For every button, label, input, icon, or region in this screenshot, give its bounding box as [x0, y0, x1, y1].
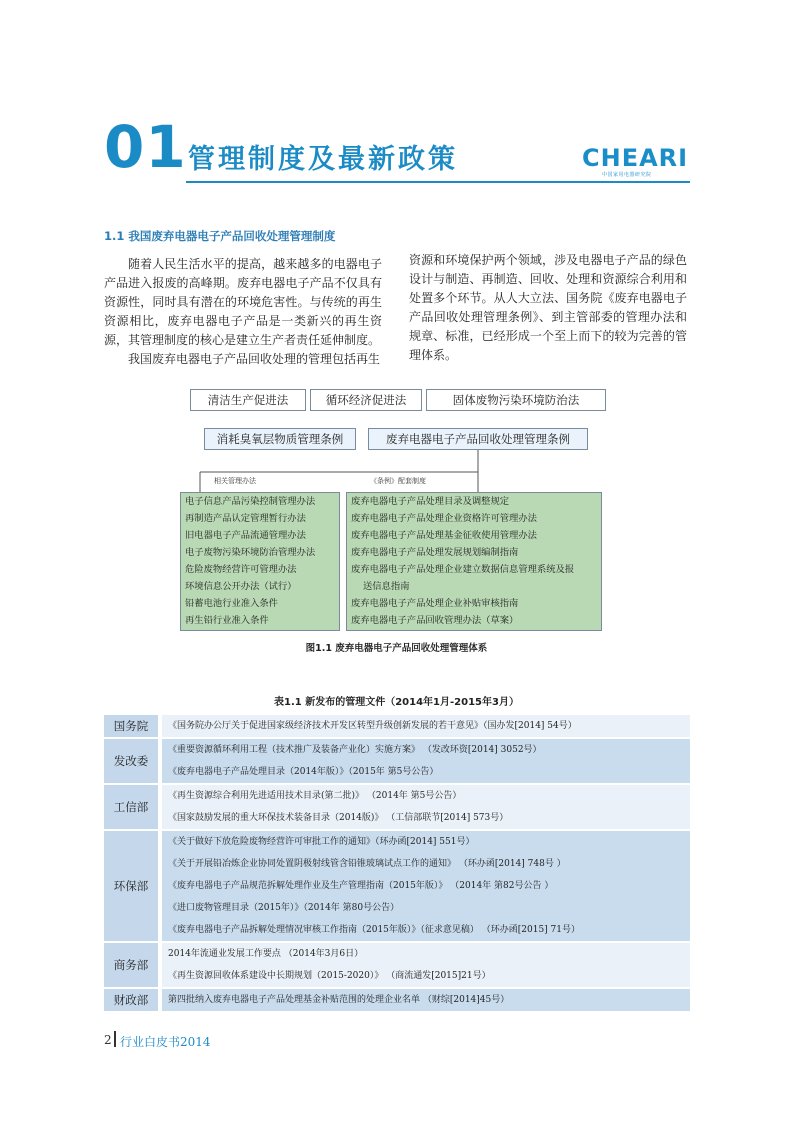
- doc-entry: 《废弃电器电子产品规范拆解处理作业及生产管理指南（2015年版）》 （2014年 第82号公告 ）: [168, 881, 554, 891]
- docs-cell: [160, 942, 690, 988]
- figure-caption: 图1.1 废弃电器电子产品回收处理管理体系: [305, 643, 488, 654]
- doc-entry: 《国家鼓励发展的重大环保技术装备目录（2014版)》 （工信部联节[2014] 573号）: [168, 813, 509, 823]
- supporting-system-item: 废弃电器电子产品处理企业资格许可管理办法: [351, 513, 537, 524]
- related-measure-item: 危险废物经营许可管理办法: [185, 564, 297, 575]
- table-row: [104, 988, 690, 1012]
- dept-cell: 商务部: [104, 942, 160, 988]
- dept-cell: 工信部: [104, 784, 160, 830]
- supporting-system-item: 废弃电器电子产品处理企业补贴审核指南: [351, 598, 519, 609]
- supporting-system-item: 废弃电器电子产品回收管理办法（草案）: [351, 615, 519, 626]
- section-title: 1.1 我国废弃电器电子产品回收处理管理制度: [104, 229, 336, 243]
- related-measure-item: 铅蓄电池行业准入条件: [185, 598, 278, 609]
- footer-divider: [114, 1031, 116, 1047]
- dept-cell: 财政部: [104, 988, 160, 1012]
- policy-documents-table: [104, 715, 690, 1013]
- chapter-number: 01: [104, 113, 187, 181]
- supporting-system-item: 废弃电器电子产品处理基金征收使用管理办法: [351, 530, 537, 541]
- doc-entry: 《关于开展铅冶炼企业协同处置阴极射线管含铅锥玻璃试点工作的通知》 （环办函[2014] 748号 ）: [168, 859, 566, 869]
- dept-cell: 环保部: [104, 830, 160, 942]
- doc-entry: 《进口废物管理目录（2015年）》（2014年 第80号公告）: [168, 903, 400, 913]
- doc-entry: 《废弃电器电子产品拆解处理情况审核工作指南（2015年版）》（征求意见稿） （环办函[2015] 71号）: [168, 925, 581, 935]
- docs-cell: [160, 988, 690, 1012]
- supporting-system-item-cont: 送信息指南: [363, 581, 410, 592]
- law-solid-waste: 固体废物污染环境防治法: [426, 389, 606, 411]
- doc-entry: 2014年流通业发展工作要点 （2014年3月6日）: [168, 949, 364, 959]
- doc-entry: 《关于做好下放危险废物经营许可审批工作的通知》（环办函[2014] 551号）: [168, 837, 475, 847]
- chapter-title: 管理制度及最新政策: [188, 144, 458, 175]
- related-measures-box: [180, 492, 340, 631]
- logo-subtitle: 中国家用电器研究院: [602, 172, 652, 178]
- doc-entry: 《国务院办公厅关于促进国家级经济技术开发区转型升级创新发展的若干意见》（国办发[2014] 54号）: [168, 721, 577, 731]
- doc-entry: 《废弃电器电子产品处理目录（2014年版）》（2015年 第5号公告）: [168, 767, 439, 777]
- table-row: [104, 942, 690, 988]
- dept-cell: 国务院: [104, 715, 160, 738]
- related-measure-item: 再生铅行业准入条件: [185, 615, 269, 626]
- doc-entry: 《再生资源回收体系建设中长期规划（2015-2020）》 （商流通发[2015]21号）: [168, 971, 491, 981]
- docs-cell: [160, 738, 690, 784]
- docs-cell: [160, 830, 690, 942]
- related-measure-item: 电子信息产品污染控制管理办法: [185, 496, 316, 507]
- doc-entry: 《再生资源综合利用先进适用技术目录(第二批)》 （2014年 第5号公告）: [168, 791, 462, 801]
- related-measure-item: 再制造产品认定管理暂行办法: [185, 513, 306, 524]
- supporting-system-item: 废弃电器电子产品处理发展规划编制指南: [351, 547, 519, 558]
- docs-cell: [160, 784, 690, 830]
- reg-ozone-depleting: 消耗臭氧层物质管理条例: [204, 428, 356, 450]
- supporting-system-item: 废弃电器电子产品处理目录及调整规定: [351, 496, 510, 507]
- logo-text: CHEARI: [582, 144, 689, 172]
- law-clean-production: 清洁生产促进法: [190, 389, 306, 411]
- table-row: [104, 784, 690, 830]
- related-measure-item: 旧电器电子产品流通管理办法: [185, 530, 306, 541]
- table-row: [104, 715, 690, 738]
- related-measure-item: 电子废物污染环境防治管理办法: [185, 547, 316, 558]
- page-number: 2: [104, 1033, 112, 1047]
- doc-entry: 第四批纳入废弃电器电子产品处理基金补贴范围的处理企业名单 （财综[2014]45号）: [168, 995, 510, 1005]
- paragraph-2-cont: 资源和环境保护两个领域，涉及电器电子产品的绿色设计与制造、再制造、回收、处理和资源综合利用和处置多个环节。从人大立法、国务院《废弃电器电子产品回收处理管理条例》、到主管部委的管理办法和规章、标准，已经形成一个至上而下的较为完善的管理体系。: [409, 253, 687, 362]
- label-related-measures: 相关管理办法: [214, 477, 256, 485]
- label-supporting-systems: 《条例》配套制度: [370, 477, 426, 485]
- related-measure-item: 环境信息公开办法（试行）: [185, 581, 297, 592]
- paragraph-1: 随着人民生活水平的提高，越来越多的电器电子产品进入报废的高峰期。废弃电器电子产品不仅具有资源性，同时具有潜在的环境危害性。与传统的再生资源相比，废弃电器电子产品是一类新兴的再生资源，其管理制度的核心是建立生产者责任延伸制度。: [104, 257, 382, 347]
- law-circular-economy: 循环经济促进法: [310, 389, 422, 411]
- footer-text: 行业白皮书2014: [120, 1035, 211, 1049]
- table-row: [104, 738, 690, 784]
- docs-cell: [160, 715, 690, 738]
- paragraph-2-start: 我国废弃电器电子产品回收处理的管理包括再生: [128, 352, 381, 366]
- table-caption: 表1.1 新发布的管理文件（2014年1月-2015年3月）: [274, 697, 519, 708]
- doc-entry: 《重要资源循环利用工程（技术推广及装备产业化）实施方案》 （发改环资[2014] 3052号）: [168, 745, 542, 755]
- supporting-system-item: 废弃电器电子产品处理企业建立数据信息管理系统及报: [351, 564, 575, 575]
- supporting-systems-box: [346, 492, 602, 631]
- table-row: [104, 830, 690, 942]
- dept-cell: 发改委: [104, 738, 160, 784]
- reg-weee-recycling: 废弃电器电子产品回收处理管理条例: [368, 428, 588, 450]
